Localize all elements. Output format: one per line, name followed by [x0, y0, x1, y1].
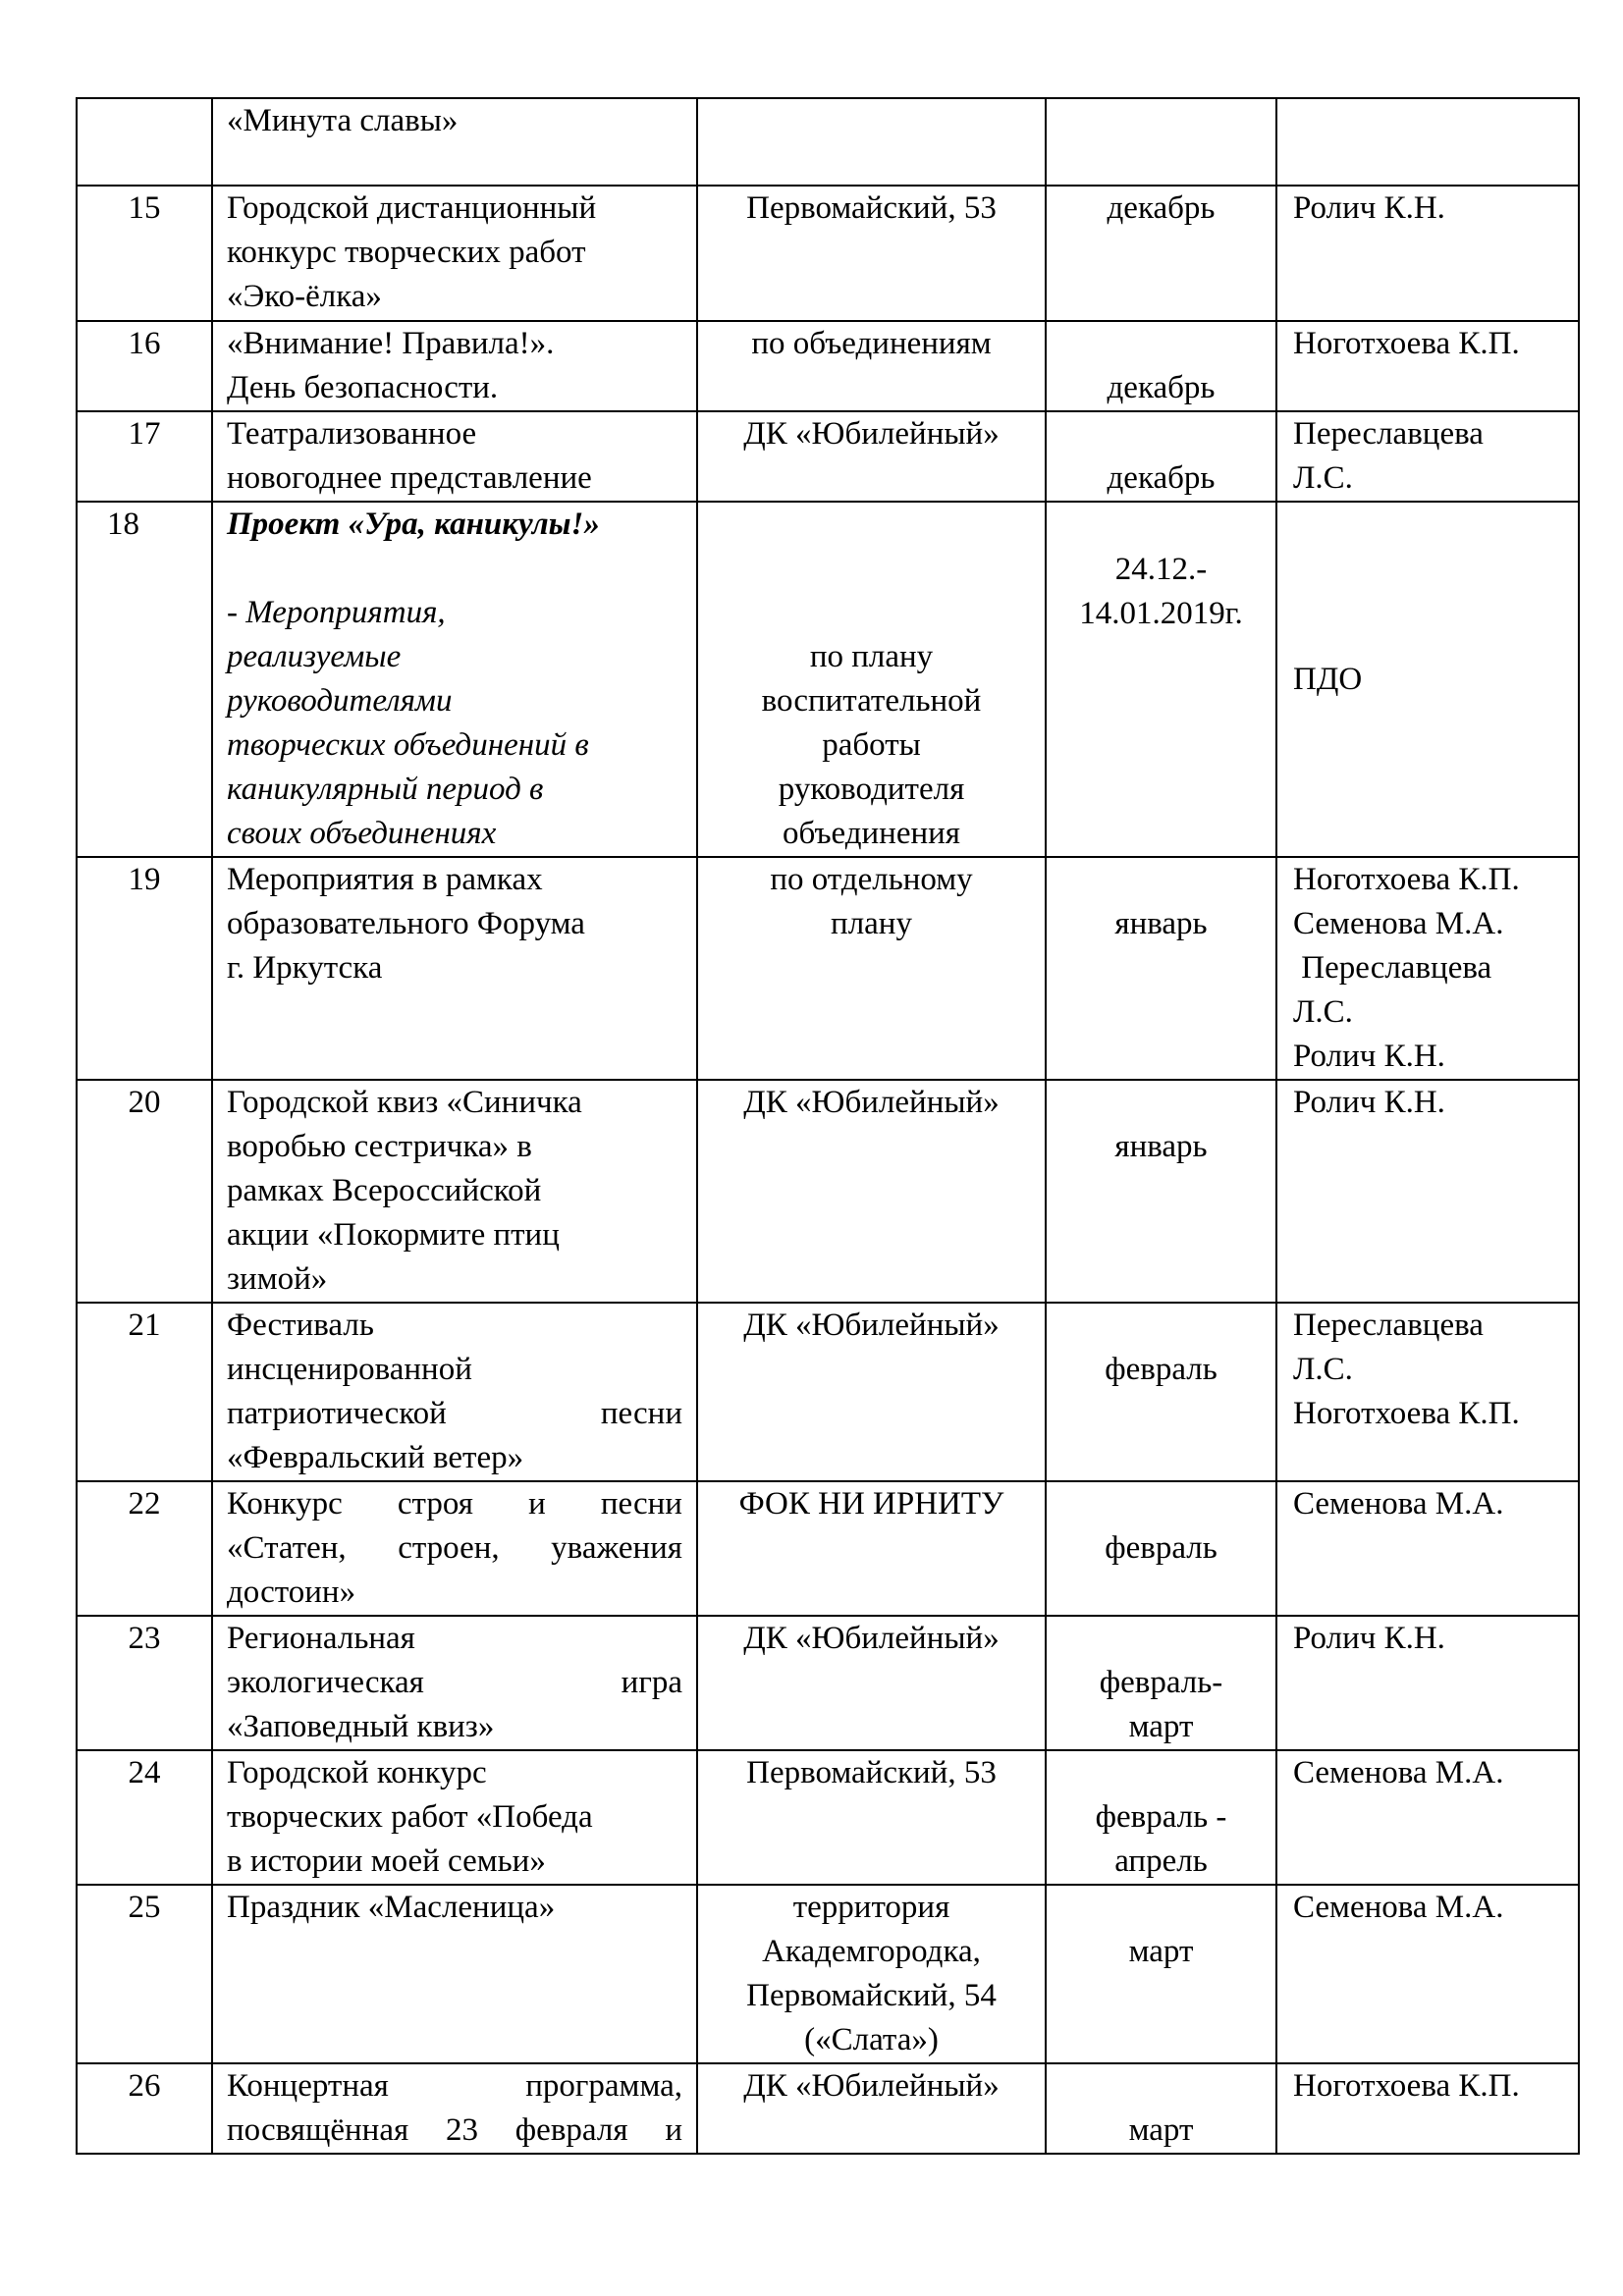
row-number: 17 [77, 411, 212, 502]
word: посвящённая [227, 2112, 409, 2148]
event-date: январь [1046, 857, 1276, 1080]
event-date: январь [1046, 1080, 1276, 1303]
event-place: по отдельному плану [697, 857, 1046, 1080]
table-row [77, 1885, 1579, 2063]
event-responsible: Семенова М.А. [1276, 1481, 1579, 1616]
event-name: Городской дистанционный конкурс творческих работ «Эко-ёлка» [212, 186, 697, 321]
event-date: декабрь [1046, 186, 1276, 321]
event-date: март [1046, 2063, 1276, 2154]
event-responsible [1276, 98, 1579, 186]
row-number: 24 [77, 1750, 212, 1885]
event-place: ДК «Юбилейный» [697, 2063, 1046, 2154]
word: 23 [445, 2112, 478, 2148]
row-number: 19 [77, 857, 212, 1080]
event-place: территория Академгородка, Первомайский, 54 («Слата») [697, 1885, 1046, 2063]
table-row [77, 502, 1579, 857]
event-date: февраль- март [1046, 1616, 1276, 1750]
row-number: 26 [77, 2063, 212, 2154]
event-name: Региональная экологическая игра «Заповедный квиз» [212, 1616, 697, 1750]
event-name: Праздник «Масленица» [212, 1885, 697, 2063]
event-responsible: Ролич К.Н. [1276, 1080, 1579, 1303]
event-date: февраль - апрель [1046, 1750, 1276, 1885]
event-responsible: Переславцева Л.С. [1276, 411, 1579, 502]
event-name: Городской квиз «Синичка воробью сестричка» в рамках Всероссийской акции «Покормите птиц зимой» [212, 1080, 697, 1303]
table-row [77, 1481, 1579, 1616]
event-responsible: Переславцева Л.С. Ноготхоева К.П. [1276, 1303, 1579, 1481]
table-row [77, 857, 1579, 1080]
event-name: Театрализованное новогоднее представление [212, 411, 697, 502]
event-name: Конкурс строя и песни «Статен, строен, уважения достоин» [212, 1481, 697, 1616]
row-number [77, 98, 212, 186]
table-row [77, 321, 1579, 411]
word: песни [600, 1486, 682, 1522]
event-name [212, 2063, 697, 2154]
event-place: по плану воспитательной работы руководителя объединения [697, 502, 1046, 857]
event-place [697, 98, 1046, 186]
event-place: ДК «Юбилейный» [697, 411, 1046, 502]
row-number: 25 [77, 1885, 212, 2063]
table-row [77, 1080, 1579, 1303]
table-row [77, 98, 1579, 186]
event-date: февраль [1046, 1481, 1276, 1616]
event-name: Мероприятия в рамках образовательного Форума г. Иркутска [212, 857, 697, 1080]
row-number: 18 [77, 502, 212, 857]
word: экологическая [227, 1665, 424, 1700]
word: песни [600, 1396, 682, 1431]
event-place: ДК «Юбилейный» [697, 1303, 1046, 1481]
row-number: 23 [77, 1616, 212, 1750]
justified-line [227, 1392, 682, 1436]
word: февраля [514, 2112, 628, 2148]
table-row [77, 2063, 1579, 2154]
word: и [665, 2112, 682, 2148]
event-name: Проект «Ура, каникулы!» - Мероприятия, реализуемые руководителями творческих объединений в каникулярный период в своих объединениях [212, 502, 697, 857]
event-date: декабрь [1046, 411, 1276, 502]
event-date: декабрь [1046, 321, 1276, 411]
event-place: ДК «Юбилейный» [697, 1616, 1046, 1750]
event-responsible: Ролич К.Н. [1276, 186, 1579, 321]
word: патриотической [227, 1396, 447, 1431]
word: Конкурс [227, 1486, 343, 1522]
event-place: Первомайский, 53 [697, 186, 1046, 321]
word: уважения [551, 1530, 682, 1566]
event-place: ФОК НИ ИРНИТУ [697, 1481, 1046, 1616]
event-place: ДК «Юбилейный» [697, 1080, 1046, 1303]
project-title: Проект «Ура, каникулы!» [227, 507, 600, 542]
word: и [528, 1486, 546, 1522]
word: строен, [398, 1530, 500, 1566]
event-place: по объединениям [697, 321, 1046, 411]
event-responsible: Семенова М.А. [1276, 1750, 1579, 1885]
row-number: 15 [77, 186, 212, 321]
event-name: «Минута славы» [212, 98, 697, 186]
row-number: 20 [77, 1080, 212, 1303]
event-date: март [1046, 1885, 1276, 2063]
event-responsible: Ноготхоева К.П. Семенова М.А. Переславцева Л.С. Ролич К.Н. [1276, 857, 1579, 1080]
word: игра [621, 1665, 682, 1700]
word: строя [397, 1486, 473, 1522]
event-date: 24.12.- 14.01.2019г. [1046, 502, 1276, 857]
row-number: 16 [77, 321, 212, 411]
event-date: февраль [1046, 1303, 1276, 1481]
row-number: 22 [77, 1481, 212, 1616]
event-name: Фестиваль инсценированной патриотической песни «Февральский ветер» [212, 1303, 697, 1481]
event-date [1046, 98, 1276, 186]
event-responsible: Ролич К.Н. [1276, 1616, 1579, 1750]
events-table [76, 97, 1580, 2155]
event-responsible: Ноготхоева К.П. [1276, 321, 1579, 411]
event-name: Городской конкурс творческих работ «Победа в истории моей семьи» [212, 1750, 697, 1885]
word: программа, [525, 2068, 682, 2104]
table-row [77, 186, 1579, 321]
table-row [77, 1750, 1579, 1885]
event-responsible: Ноготхоева К.П. [1276, 2063, 1579, 2154]
event-responsible: Семенова М.А. [1276, 1885, 1579, 2063]
event-place: Первомайский, 53 [697, 1750, 1046, 1885]
row-number: 21 [77, 1303, 212, 1481]
table-row [77, 1303, 1579, 1481]
word: «Статен, [227, 1530, 347, 1566]
event-responsible: ПДО [1276, 502, 1579, 857]
event-name: «Внимание! Правила!». День безопасности. [212, 321, 697, 411]
table-row [77, 411, 1579, 502]
word: Концертная [227, 2068, 389, 2104]
table-row [77, 1616, 1579, 1750]
